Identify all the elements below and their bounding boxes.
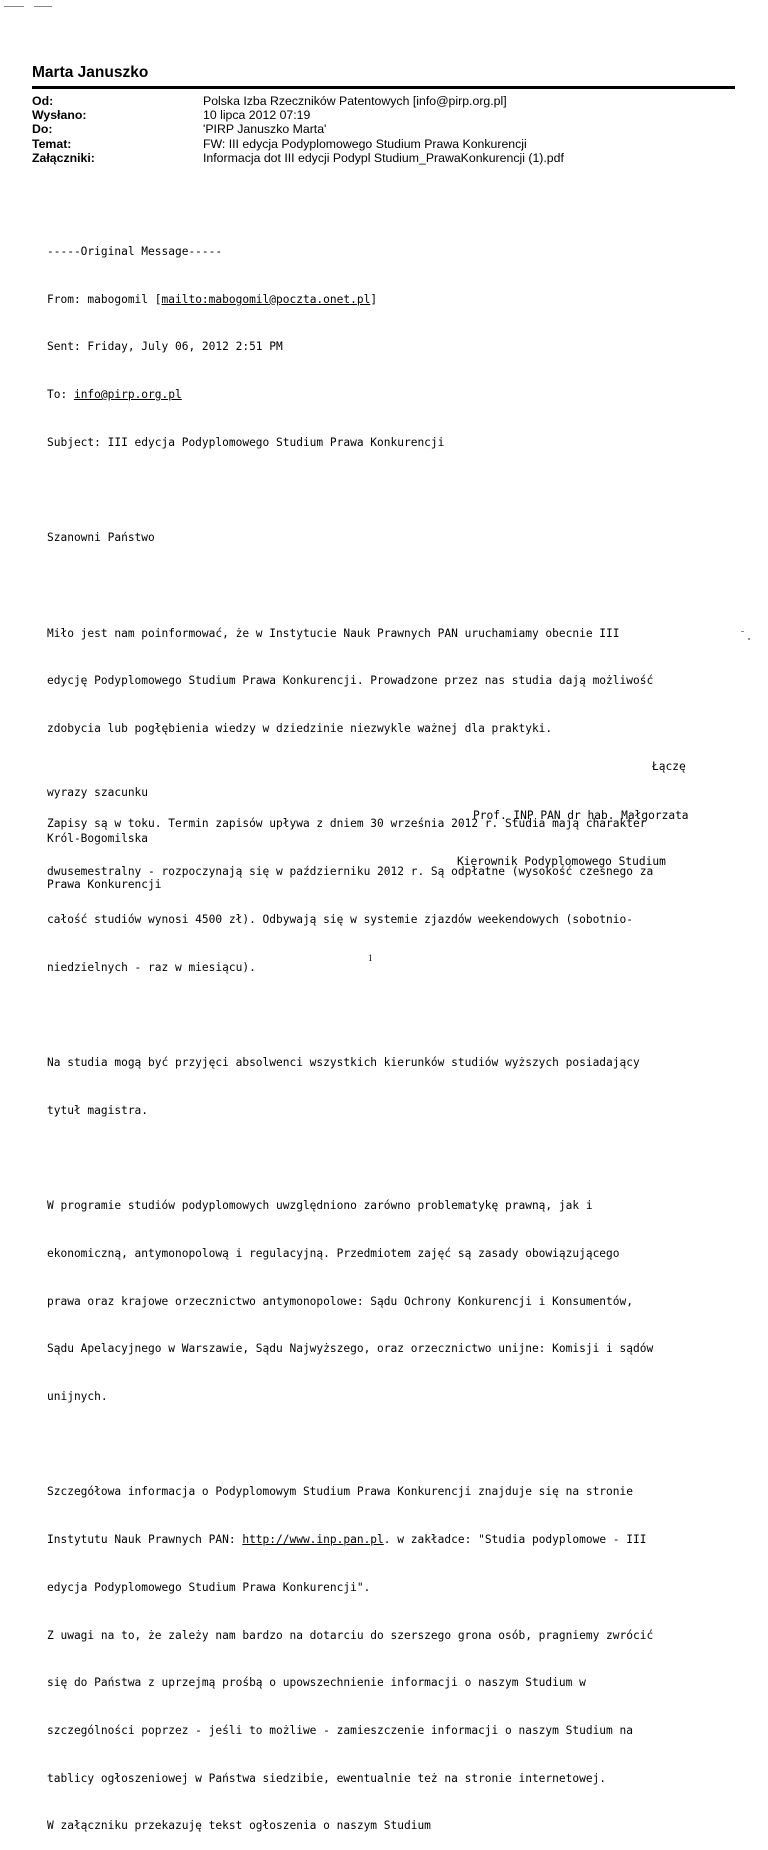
header-value: 10 lipca 2012 07:19 bbox=[203, 108, 311, 123]
header-value: Polska Izba Rzeczników Patentowych [info@pirp.org.pl] bbox=[203, 94, 507, 108]
mailbox-owner-name: Marta Januszko bbox=[32, 64, 149, 81]
paragraph-line: dwusemestralny - rozpoczynają się w październiku 2012 r. Są odpłatne (wysokość czesnego za bbox=[47, 865, 654, 879]
header-label: Od: bbox=[32, 94, 54, 108]
original-subject-line: Subject: III edycja Podyplomowego Studium Prawa Konkurencji bbox=[47, 435, 445, 449]
paragraph-line: ekonomiczną, antymonopolową i regulacyjną. Przedmiotem zajęć są zasady obowiązującego bbox=[47, 1246, 620, 1260]
greeting: Szanowni Państwo bbox=[47, 531, 155, 545]
signature-title: Prof. INP PAN dr hab. Małgorzata bbox=[473, 809, 689, 822]
paragraph-line bbox=[47, 1532, 747, 1548]
signature-role: Kierownik Podyplomowego Studium bbox=[457, 855, 666, 868]
website-link[interactable]: http://www.inp.pan.pl bbox=[242, 1533, 384, 1547]
paragraph-line: edycję Podyplomowego Studium Prawa Konkurencji. Prowadzone przez nas studia dają możliwość bbox=[47, 674, 654, 688]
paragraph-line: Na studia mogą być przyjęci absolwenci wszystkich kierunków studiów wyższych posiadający bbox=[47, 1055, 640, 1069]
original-from-line bbox=[47, 292, 747, 308]
scan-speck bbox=[748, 638, 750, 640]
signature-role-tail: Prawa Konkurencji bbox=[47, 878, 162, 891]
to-email-link[interactable]: info@pirp.org.pl bbox=[73, 387, 182, 401]
paragraph-line: Zapisy są w toku. Termin zapisów upływa z dniem 30 września 2012 r. Studia mają charakter bbox=[47, 817, 647, 831]
email-body bbox=[47, 212, 747, 1850]
paragraph-line: zdobycia lub pogłębienia wiedzy w dziedzinie niezwykle ważnej dla praktyki. bbox=[47, 721, 553, 735]
original-message-marker: -----Original Message----- bbox=[47, 244, 223, 258]
paragraph-line: Sądu Apelacyjnego w Warszawie, Sądu Najwyższego, oraz orzecznictwo unijne: Komisji i sądów bbox=[47, 1342, 654, 1356]
header-value: 'PIRP Januszko Marta' bbox=[203, 122, 327, 137]
mailto-link[interactable]: mailto:mabogomil@poczta.onet.pl bbox=[161, 292, 371, 306]
from-suffix: ] bbox=[370, 292, 378, 306]
from-prefix: From: mabogomil [ bbox=[47, 292, 162, 306]
paragraph-line: szczególności poprzez - jeśli to możliwe - zamieszczenie informacji o naszym Studium na bbox=[47, 1724, 633, 1737]
signature-regards: wyrazy szacunku bbox=[47, 786, 149, 799]
paragraph-line: prawa oraz krajowe orzecznictwo antymonopolowe: Sądu Ochrony Konkurencji i Konsumentów, bbox=[47, 1294, 633, 1308]
page-number: 1 bbox=[368, 953, 373, 963]
paragraph-line: tablicy ogłoszeniowej w Państwa siedzibie, ewentualnie też na stronie internetowej. bbox=[47, 1771, 607, 1785]
header-label: Do: bbox=[32, 122, 53, 137]
scan-speck bbox=[34, 6, 52, 7]
link-prefix: Instytutu Nauk Prawnych PAN: bbox=[47, 1533, 243, 1547]
paragraph-line: W załączniku przekazuję tekst ogłoszenia o naszym Studium bbox=[47, 1819, 431, 1833]
paragraph-line: tytuł magistra. bbox=[47, 1103, 149, 1117]
attachment-filename[interactable]: Informacja dot III edycji Podypl Studium_PrawaKonkurencji (1).pdf bbox=[203, 150, 564, 165]
scan-speck bbox=[4, 6, 24, 7]
signature-closing: Łączę bbox=[652, 760, 686, 773]
paragraph-line: Miło jest nam poinformować, że w Instytucie Nauk Prawnych PAN uruchamiamy obecnie III bbox=[47, 626, 620, 640]
paragraph-line: edycja Podyplomowego Studium Prawa Konkurencji". bbox=[47, 1580, 371, 1594]
header-label: Wysłano: bbox=[32, 108, 87, 123]
paragraph-line: się do Państwa z uprzejmą prośbą o upowszechnienie informacji o naszym Studium w bbox=[47, 1676, 586, 1690]
paragraph-line: W programie studiów podyplomowych uwzględniono zarówno problematykę prawną, jak i bbox=[47, 1199, 593, 1213]
to-prefix: To: bbox=[47, 387, 74, 401]
paragraph-line: całość studiów wynosi 4500 zł). Odbywają się w systemie zjazdów weekendowych (sobotnio- bbox=[47, 912, 633, 926]
original-to-line bbox=[47, 387, 747, 403]
header-value: FW: III edycja Podyplomowego Studium Prawa Konkurencji bbox=[203, 136, 527, 151]
link-suffix: . w zakładce: "Studia podyplomowe - III bbox=[383, 1533, 647, 1547]
paragraph-line: Z uwagi na to, że zależy nam bardzo na dotarciu do szerszego grona osób, pragniemy zwrócić bbox=[47, 1628, 654, 1642]
paragraph-line: unijnych. bbox=[47, 1389, 108, 1403]
header-label: Temat: bbox=[32, 136, 72, 151]
owner-divider bbox=[32, 86, 735, 89]
paragraph-line: Szczegółowa informacja o Podyplomowym Studium Prawa Konkurencji znajduje się na stronie bbox=[47, 1485, 633, 1499]
header-label: Załączniki: bbox=[32, 150, 95, 165]
signature-surname: Król-Bogomilska bbox=[47, 832, 149, 845]
original-sent-line: Sent: Friday, July 06, 2012 2:51 PM bbox=[47, 340, 283, 354]
paragraph-line: niedzielnych - raz w miesiącu). bbox=[47, 960, 256, 974]
